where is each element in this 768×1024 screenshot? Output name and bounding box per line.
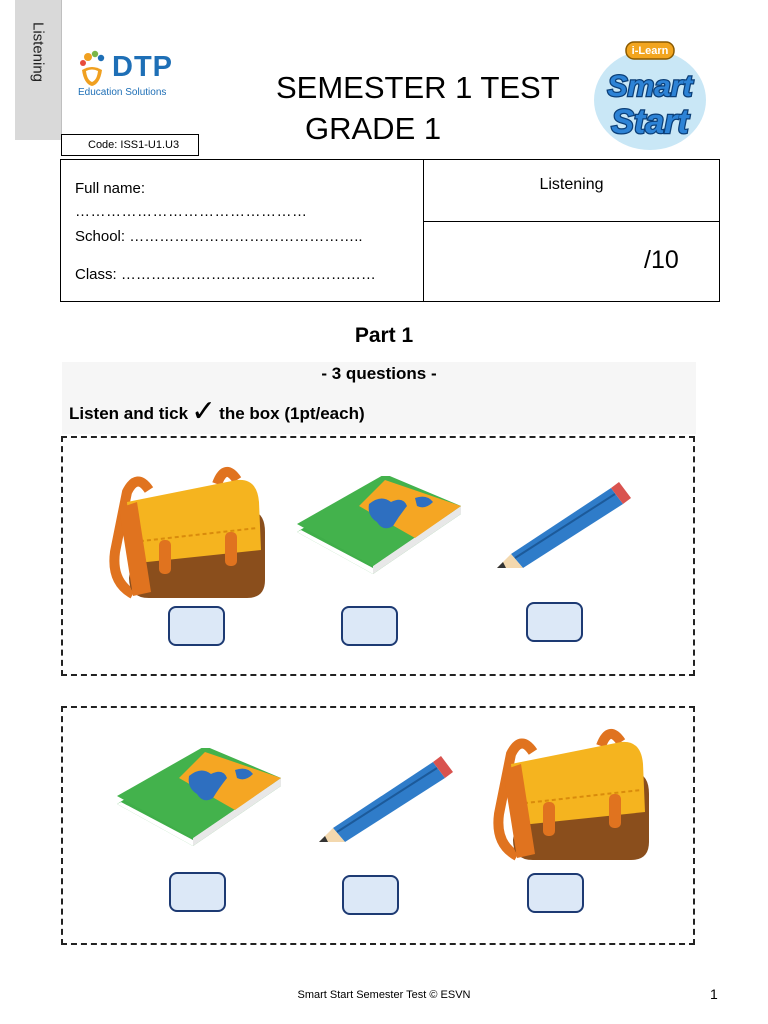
instruction: [69, 394, 365, 429]
side-tab: [15, 0, 62, 140]
school-field[interactable]: School: ………………………………………..: [75, 228, 363, 245]
question-2: [61, 706, 695, 945]
tick-icon: ✓: [191, 394, 217, 429]
pencil-icon: [493, 482, 633, 572]
brand-small-text: i-Learn: [631, 45, 669, 57]
book-icon: [295, 476, 465, 576]
class-field[interactable]: Class: ……………………………………………: [75, 266, 376, 283]
full-name-label: Full name:: [75, 180, 146, 197]
answer-box-2[interactable]: [341, 606, 398, 646]
instruction-before: Listen and tick: [69, 404, 189, 423]
brand-line2: Start: [611, 103, 689, 141]
book-icon: [115, 748, 285, 848]
brand-line1: Smart: [607, 70, 693, 103]
answer-box-1[interactable]: [168, 606, 225, 646]
test-title: SEMESTER 1 TEST: [276, 70, 560, 105]
page-number: 1: [710, 986, 718, 1002]
dtp-logo: [76, 50, 186, 100]
skill-label: Listening: [539, 176, 604, 193]
side-tab-label: Listening: [29, 21, 47, 83]
pencil-icon: [315, 756, 455, 846]
answer-box-4[interactable]: [169, 872, 226, 912]
logo-word: DTP: [112, 51, 173, 83]
answer-box-3[interactable]: [526, 602, 583, 642]
full-name-field[interactable]: ………………………………………: [75, 203, 308, 220]
skill-cell: [424, 160, 719, 222]
bag-icon: [97, 462, 267, 602]
dtp-logo-icon: [76, 50, 110, 88]
footer-text: Smart Start Semester Test © ESVN: [297, 989, 471, 1001]
smart-start-logo: [590, 38, 710, 153]
student-fields: [61, 160, 424, 301]
answer-box-6[interactable]: [527, 873, 584, 913]
grade-title: GRADE 1: [305, 111, 442, 146]
code-box: Code: ISS1-U1.U3: [61, 134, 199, 156]
answer-box-5[interactable]: [342, 875, 399, 915]
question-count: - 3 questions -: [321, 364, 437, 383]
student-info-table: [60, 159, 720, 302]
bag-icon: [481, 724, 651, 864]
score-value: /10: [644, 246, 679, 274]
instruction-after: the box (1pt/each): [219, 404, 365, 423]
question-1: [61, 436, 695, 676]
score-cell: [424, 222, 719, 301]
part-title: Part 1: [354, 324, 414, 347]
logo-subtitle: Education Solutions: [78, 87, 167, 98]
